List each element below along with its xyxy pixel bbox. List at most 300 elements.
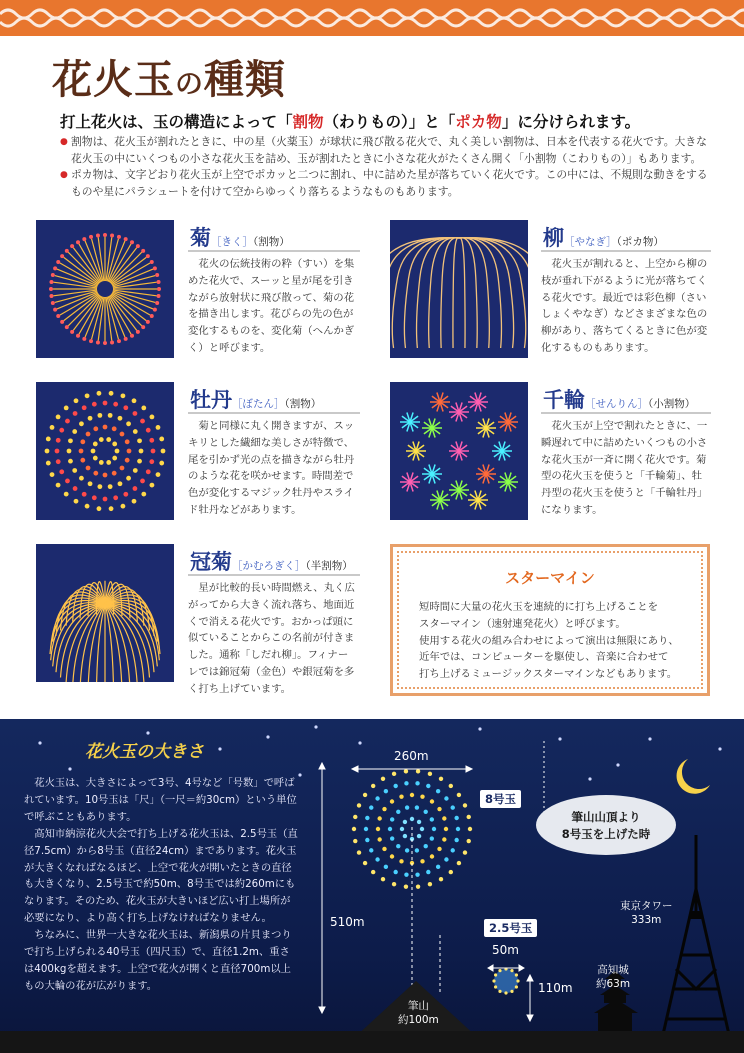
kiku-heading [190, 222, 290, 252]
tag-25gou: 2.5号玉 [484, 919, 537, 937]
kiku-tip [53, 308, 57, 312]
botan-star [103, 497, 108, 502]
tag-8gou: 8号玉 [480, 790, 521, 808]
kiku-ray [111, 252, 142, 283]
botan-star [73, 411, 78, 416]
kamuro-reading: ［かむろぎく］ [232, 560, 306, 572]
star-icon [218, 747, 221, 750]
shell-8-star [390, 817, 394, 821]
botan-star [146, 469, 151, 474]
botan-star [137, 438, 142, 443]
star-icon [68, 767, 71, 770]
starmine-line: スターマイン（速射連発花火）と呼びます。 [419, 617, 626, 630]
shell-8-star [451, 805, 455, 809]
senrin-reading: ［せんりん］ [585, 398, 648, 410]
shell-8-star [426, 870, 430, 874]
shell-8-star [415, 872, 419, 876]
shell-8-star [404, 769, 408, 773]
kamuro-description: 星が比較的長い時間燃え、丸く広がってから大きく流れ落ち、地面近くで消える花火です。おかっぱ頭に似ていることからこの名前が付きました。通称「しだれ柳」。フィナーレでは錦冠菊（金色）や銀冠菊を多く打ち上げています。 [188, 582, 355, 695]
kochi-castle-height: 約63m [596, 978, 631, 990]
starmine-line: 近年では、コンピューターを駆使し、音楽に合わせて [419, 651, 669, 664]
star-icon [314, 725, 317, 728]
botan-heading [190, 384, 321, 414]
kiku-tip [56, 260, 60, 264]
botan-star [72, 468, 77, 473]
shell-8-star [444, 827, 448, 831]
shell-8-star [357, 850, 361, 854]
kiku-tip [141, 325, 145, 329]
botan-star [121, 393, 126, 398]
starmine-box [390, 544, 710, 696]
callout-line2: 8号玉を上げた時 [561, 827, 651, 841]
botan-star [92, 402, 97, 407]
shell-8-star [363, 861, 367, 865]
botan-star [56, 438, 61, 443]
botan-star [59, 428, 64, 433]
shell-8-star [382, 807, 386, 811]
botan-star [97, 391, 102, 396]
size-paragraph: 高知市納涼花火大会で打ち上げる花火玉は、2.5号玉（直径7.5cm）から8号玉（直径24cm）まであります。花火玉が大きくなればなるほど、上空で花火が開いたときの直径も大きくなり、2.5号玉で約50m、8号玉では約260mにもなります。そのため、花火玉が大きいほど広い打上場所が必要になり、より高く打ち上げなければなりません。 [24, 827, 298, 925]
shell-25-star [515, 973, 518, 976]
botan-star [115, 449, 120, 454]
shell-8-star [364, 827, 368, 831]
shell-8-star [381, 877, 385, 881]
shell-8-star [365, 816, 369, 820]
star-icon [146, 731, 149, 734]
title-main: 花火玉 [52, 57, 175, 103]
kiku-tip [56, 314, 60, 318]
shell-8-star [405, 805, 409, 809]
shell-8-star [463, 850, 467, 854]
label-260m: 260m [394, 749, 429, 763]
botan-star [46, 437, 51, 442]
yanagi-name: 柳 [543, 226, 564, 250]
shell-8-star [376, 827, 380, 831]
hitsuzan-label [398, 999, 439, 1027]
size-paragraph: 花火玉は、大きさによって3号、4号など「号数」で呼ばれています。10号玉は「尺」（一尺＝約30cm）という単位で呼ぶこともあります。 [24, 777, 297, 823]
botan-star [132, 398, 137, 403]
botan-star [123, 492, 128, 497]
star-icon [266, 735, 269, 738]
botan-star [93, 442, 98, 447]
kiku-tip [49, 287, 53, 291]
botan-star [149, 438, 154, 443]
shell-8-star [420, 827, 424, 831]
label-110m: 110m [538, 981, 573, 995]
rope-pattern [0, 0, 744, 36]
bullet-pokamono: ● ポカ物は、文字どおり花火玉が上空でポカッと二つに割れ、中に詰めた星が落ちていく花火です。この中には、不規則な動きをするものや星にパラシュートを付けて空からゆっくり落ちるようなものもあります。 [60, 167, 710, 200]
shell-8-star [467, 815, 471, 819]
senrin-image [390, 382, 528, 520]
shell-8-star [371, 784, 375, 788]
kiku-tip [96, 233, 100, 237]
botan-star [140, 419, 145, 424]
senrin-kind: （小割物） [648, 398, 696, 410]
senrin-firework [390, 382, 528, 520]
kiku-tip [155, 273, 159, 277]
star-icon [588, 777, 591, 780]
shell-25-glow [494, 969, 518, 993]
botan-star [65, 479, 70, 484]
title-last: 種類 [204, 57, 287, 103]
shell-8-star [392, 772, 396, 776]
page-title [52, 48, 286, 105]
botan-star [112, 426, 117, 431]
shell-8-star [390, 854, 394, 858]
kiku-ray [68, 252, 99, 283]
kamuro-firework [36, 544, 174, 682]
shell-8-star [449, 784, 453, 788]
botan-star [80, 439, 85, 444]
yanagi-branch [453, 238, 459, 348]
kamuro-kind: （半割物） [305, 560, 353, 572]
shell-8-star [377, 837, 381, 841]
tokyo-tower-icon [662, 835, 730, 1039]
botan-name: 牡丹 [190, 388, 232, 412]
shell-8-star [390, 799, 394, 803]
botan-star [65, 419, 70, 424]
star-icon [616, 763, 619, 766]
starmine-line: 短時間に大量の花火玉を連続的に打ち上げることを [419, 601, 658, 613]
subtitle-warimono: 割物 [292, 113, 324, 131]
shell-8-star [393, 870, 397, 874]
yanagi-branch [459, 238, 477, 348]
botan-star [150, 483, 155, 488]
yanagi-divider [541, 250, 711, 252]
botan-star [79, 449, 84, 454]
shell-8-star [430, 854, 434, 858]
botan-star [50, 425, 55, 430]
kiku-tip [130, 240, 134, 244]
kiku-tip [157, 287, 161, 291]
kochi-castle-name: 高知城 [597, 964, 629, 976]
ground-strip [0, 1031, 744, 1053]
botan-star [86, 466, 91, 471]
shell-25-star [516, 979, 519, 982]
senrin-description: 花火玉が上空で割れたときに、一瞬遅れて中に詰めたいくつもの小さな花火玉が一斉に開く花火です。菊型の花火玉を使うと「千輪菊」、牡丹型の花火玉を使うと「千輪牡丹」になります。 [541, 420, 708, 516]
shell-25-star [494, 973, 497, 976]
botan-star [133, 468, 138, 473]
kiku-tip [146, 320, 150, 324]
shell-8-star [384, 789, 388, 793]
botan-star [139, 449, 144, 454]
botan-star [56, 415, 61, 420]
shell-8-star [416, 769, 420, 773]
kiku-name: 菊 [190, 226, 211, 250]
yanagi-description: 花火玉が割れると、上空から柳の枝が垂れ下がるように光が落ちてくる花火です。最近では彩色柳（さいしょくやなぎ）などさまざまな色の柳があり、落ちてくるときに色が変化するものもあります。 [541, 258, 708, 354]
botan-star [156, 425, 161, 430]
botan-description: 菊と同様に丸く開きますが、スッキリとした繊細な美しさが特徴で、尾を引かず光の点を描きながら牡丹のような花を咲かせます。時間差で色が変化するマジック牡丹やスライド牡丹などがあります。 [188, 420, 355, 516]
shell-8-star [417, 834, 421, 838]
shell-8-star [437, 807, 441, 811]
botan-star [103, 473, 108, 478]
starmine-description [419, 599, 691, 683]
botan-reading: ［ぼたん］ [232, 398, 285, 410]
botan-star [161, 449, 166, 454]
shell-25-star [498, 969, 501, 972]
kiku-tip [65, 249, 69, 253]
star-icon [718, 747, 721, 750]
kamuro-trail [96, 604, 105, 682]
title-connector: の [175, 67, 205, 100]
shell-8-star [437, 847, 441, 851]
subtitle-pokamono: ポカ物 [455, 113, 502, 131]
shell-8-star [415, 805, 419, 809]
botan-star [108, 413, 113, 418]
botan-star [56, 483, 61, 488]
kiku-reading: ［きく］ [211, 236, 253, 248]
starmine-line: 使用する花火の組み合わせによって演出は無限にあり、 [419, 634, 679, 647]
shell-8-star [457, 793, 461, 797]
botan-star [79, 421, 84, 426]
botan-star [159, 437, 164, 442]
shell-8-star [417, 820, 421, 824]
botan-star [103, 425, 108, 430]
shell-8-star [439, 877, 443, 881]
shell-25-star [494, 985, 497, 988]
shell-8-star [392, 882, 396, 886]
botan-star [133, 411, 138, 416]
yanagi-branch [404, 238, 459, 348]
botan-star [93, 456, 98, 461]
botan-star [55, 449, 60, 454]
botan-star [109, 506, 114, 511]
kiku-tip [51, 301, 55, 305]
botan-star [151, 449, 156, 454]
botan-star [67, 449, 72, 454]
kiku-tip [157, 280, 161, 284]
shell-8-star [430, 817, 434, 821]
shell-8-star [426, 784, 430, 788]
botan-star [74, 499, 79, 504]
botan-divider [188, 412, 360, 414]
botan-star [93, 471, 98, 476]
yanagi-branch [459, 238, 528, 348]
botan-star [64, 405, 69, 410]
shell-8-star [352, 827, 356, 831]
kiku-tip [70, 330, 74, 334]
shell-8-star [432, 827, 436, 831]
shell-8-star [381, 777, 385, 781]
shell-8-star [390, 836, 394, 840]
botan-star [106, 460, 111, 465]
botan-star [113, 402, 118, 407]
shell-8-star [382, 847, 386, 851]
botan-star [127, 449, 132, 454]
kiku-description: 花火の伝統技術の粋（すい）を集めた花火で、スーッと星が尾を引きながら放射状に飛び散って、菊の花を描き出します。花びらの先の色が変化するものを、変化菊（へんかぎく）と呼びます。 [188, 258, 355, 354]
shell-8-star [375, 857, 379, 861]
botan-star [50, 472, 55, 477]
botan-star [137, 459, 142, 464]
botan-star [118, 416, 123, 421]
shell-8-star [369, 848, 373, 852]
hitsuzan-name: 筆山 [407, 1000, 429, 1012]
kiku-tip [153, 266, 157, 270]
shell-8-star [404, 781, 408, 785]
botan-star [132, 499, 137, 504]
shell-8-star [428, 882, 432, 886]
kiku-tip [153, 308, 157, 312]
subtitle-part3: 」に分けられます。 [501, 113, 641, 131]
yanagi-branch [459, 238, 514, 348]
kiku-image [36, 220, 174, 358]
botan-star [125, 439, 130, 444]
shell-8-star [444, 857, 448, 861]
kamuro-trail [105, 604, 114, 682]
kiku-divider [188, 250, 360, 252]
botan-star [126, 476, 131, 481]
botan-star [109, 391, 114, 396]
shell-8-star [404, 884, 408, 888]
botan-star [150, 415, 155, 420]
botan-star [86, 432, 91, 437]
shell-8-star [456, 827, 460, 831]
shell-8-star [375, 796, 379, 800]
botan-star [108, 484, 113, 489]
kiku-ray [68, 295, 99, 326]
kiku-tip [136, 244, 140, 248]
botan-star [92, 495, 97, 500]
botan-star [133, 486, 138, 491]
star-icon [478, 727, 481, 730]
senrin-name: 千輪 [543, 388, 585, 412]
star-icon [558, 737, 561, 740]
botan-star [46, 461, 51, 466]
kiku-tip [49, 280, 53, 284]
botan-star [141, 405, 146, 410]
shell-8-star [357, 803, 361, 807]
yanagi-firework [390, 220, 528, 358]
kiku-kind: （割物） [253, 236, 290, 248]
kiku-tip [60, 320, 64, 324]
shell-8-star [428, 772, 432, 776]
kochi-castle-label [596, 963, 630, 991]
shell-8-star [353, 815, 357, 819]
shell-8-star [430, 799, 434, 803]
kiku-tip [103, 233, 107, 237]
star-icon [648, 737, 651, 740]
kiku-tip [130, 334, 134, 338]
shell-8-star [436, 865, 440, 869]
kiku-tip [76, 334, 80, 338]
shell-25-star [504, 991, 507, 994]
yanagi-kind: （ポカ物） [616, 236, 664, 248]
kiku-firework [36, 220, 174, 358]
botan-star [112, 442, 117, 447]
botan-star [88, 416, 93, 421]
botan-star [64, 492, 69, 497]
shell-25-star [510, 969, 513, 972]
botan-star [68, 459, 73, 464]
yanagi-branch [390, 238, 459, 348]
kiku-tip [146, 254, 150, 258]
botan-star [99, 437, 104, 442]
shell-8-star [442, 816, 446, 820]
botan-star [159, 461, 164, 466]
botan-star [73, 486, 78, 491]
shell-8-star [439, 777, 443, 781]
kiku-tip [82, 337, 86, 341]
botan-star [93, 426, 98, 431]
shell-25-star [515, 985, 518, 988]
kiku-ray [111, 295, 142, 326]
shell-8-star [451, 848, 455, 852]
botan-star [91, 449, 96, 454]
shell-8-star [454, 838, 458, 842]
subtitle-part1: 打上花火は、玉の構造によって「 [60, 113, 293, 131]
botan-star [146, 428, 151, 433]
kiku-tip [117, 235, 121, 239]
shell-8-star [424, 810, 428, 814]
label-510m: 510m [330, 915, 365, 929]
kiku-tip [157, 294, 161, 298]
kiku-tip [89, 235, 93, 239]
shell-8-star [420, 794, 424, 798]
kiku-tip [110, 341, 114, 345]
label-50m: 50m [492, 943, 519, 957]
kiku-tip [60, 254, 64, 258]
shell-8-star [436, 789, 440, 793]
kamuro-name: 冠菊 [190, 550, 232, 574]
kiku-tip [65, 325, 69, 329]
botan-star [45, 449, 50, 454]
botan-star [79, 476, 84, 481]
senrin-heading [543, 384, 695, 414]
hitsuzan-height: 約100m [398, 1014, 439, 1026]
kiku-tip [150, 260, 154, 264]
botan-kind: （割物） [284, 398, 322, 410]
botan-firework [36, 382, 174, 520]
shell-8-star [363, 793, 367, 797]
shell-8-star [457, 861, 461, 865]
yanagi-heading [543, 222, 664, 252]
tokyo-tower-name: 東京タワー [620, 900, 673, 912]
kiku-tip [150, 314, 154, 318]
shell-8-star [420, 859, 424, 863]
kiku-tip [51, 273, 55, 277]
kiku-tip [155, 301, 159, 305]
shell-8-star [353, 839, 357, 843]
shell-8-star [454, 816, 458, 820]
starmine-inner [397, 551, 703, 689]
botan-star [133, 429, 138, 434]
shell-8-star [388, 827, 392, 831]
kiku-tip [96, 341, 100, 345]
kamuro-image [36, 544, 174, 682]
shell-25-star [498, 990, 501, 993]
shell-8-star [424, 844, 428, 848]
star-icon [38, 741, 41, 744]
botan-star [56, 459, 61, 464]
shell-8-star [384, 865, 388, 869]
shell-8-star [467, 839, 471, 843]
yanagi-branch [390, 238, 459, 348]
tower-deck [690, 911, 702, 919]
senrin-divider [541, 412, 711, 414]
botan-star [97, 506, 102, 511]
botan-star [121, 504, 126, 509]
shell-8-star [369, 805, 373, 809]
botan-star [123, 405, 128, 410]
shell-8-star [393, 784, 397, 788]
botan-star [112, 456, 117, 461]
botan-star [82, 405, 87, 410]
yanagi-branch [459, 238, 465, 348]
size-section [0, 719, 744, 1053]
botan-star [59, 469, 64, 474]
size-description [24, 775, 299, 995]
botan-star [149, 459, 154, 464]
